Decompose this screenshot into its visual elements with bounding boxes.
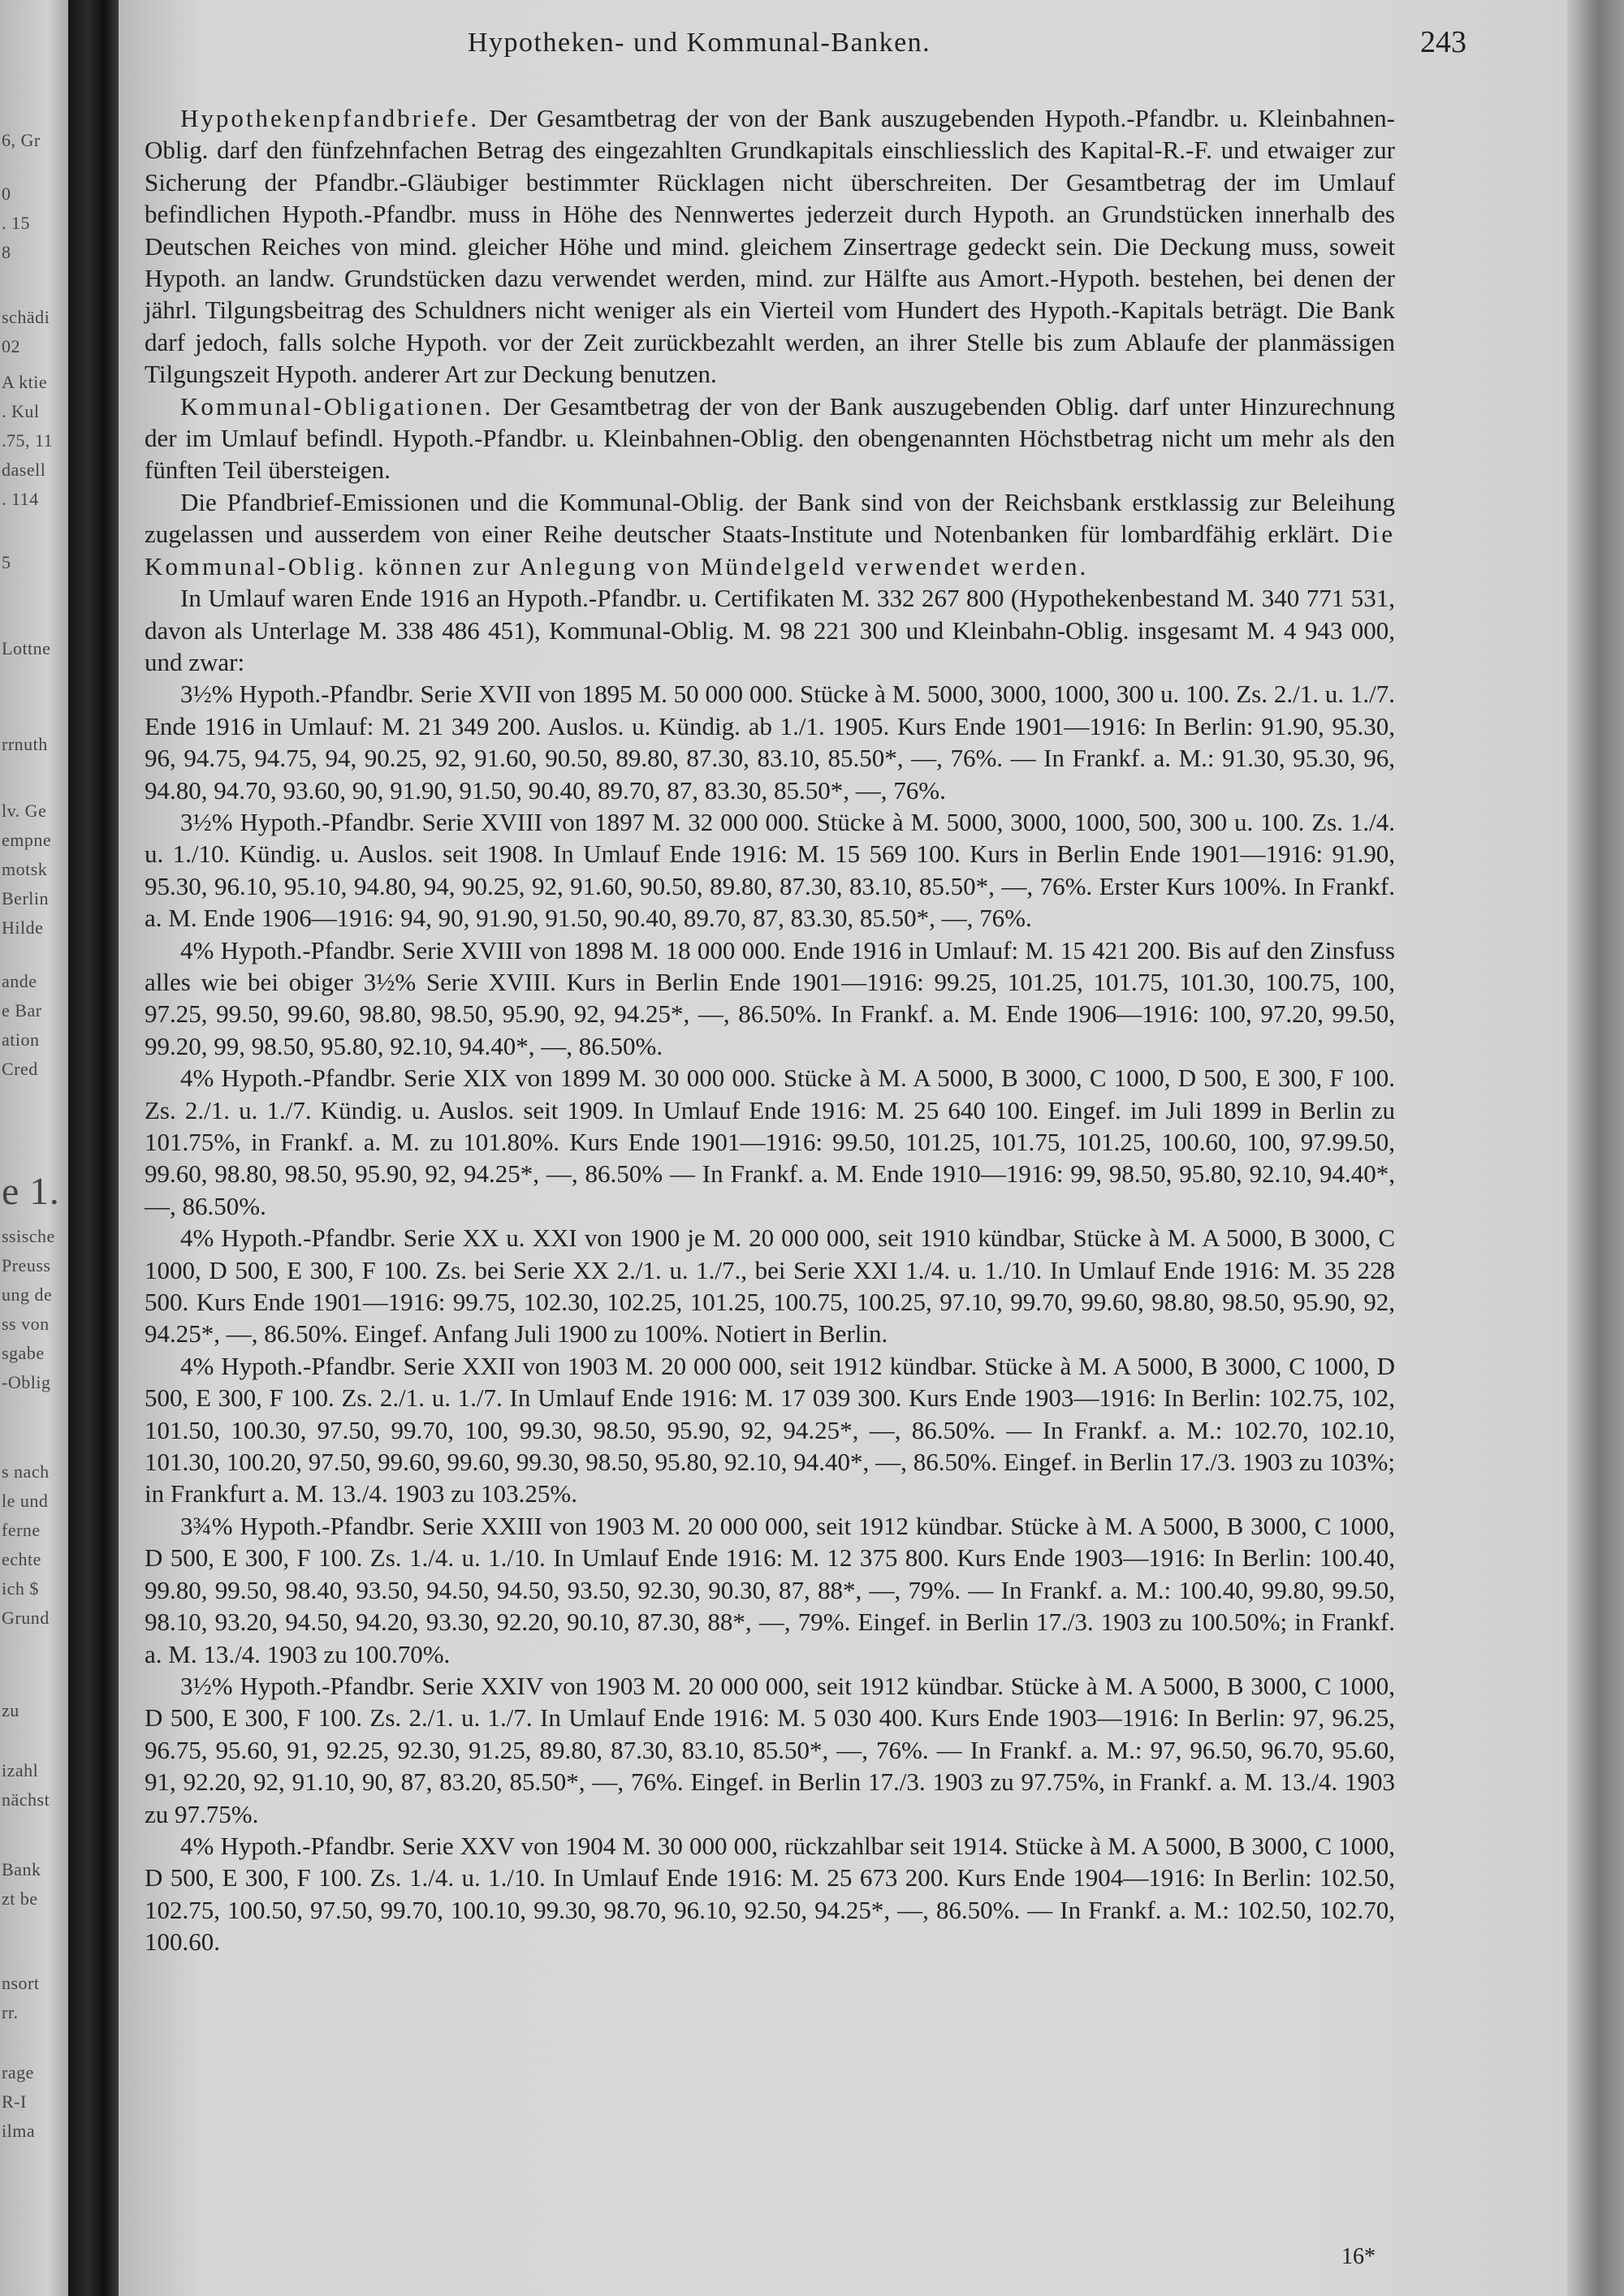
margin-fragment: Berlin — [2, 888, 49, 908]
margin-fragment: nsort — [2, 1973, 40, 1993]
issue-serie-xix: 4% Hypoth.-Pfandbr. Serie XIX von 1899 M. 30 000 000. Stücke à M. A 5000, B 3000, C 1000, D 500, E 300, F 100. Zs. 2./1. u. 1./7. Kündig. u. Auslos. seit 1909. In Umlauf Ende 1916: M. 25 640 100. Eingef. im Juli 1899 in Berlin zu 101.75%, in Frankf. a. M. zu 101.80%. Kurs Ende 1901—1916: 99.50, 101.25, 101.75, 101.25, 100.60, 100, 97.99.50, 99.60, 98.80, 98.50, 95.90, 92, 94.25*, —, 86.50% — In Frankf. a. M. Ende 1910—1916: 99, 98.50, 95.80, 92.10, 94.40*, —, 86.50%. — [145, 1064, 1395, 1220]
margin-fragment: . Kul — [2, 401, 40, 421]
margin-fragment: rrnuth — [2, 734, 48, 754]
paragraph-hypothekenpfandbriefe — [145, 102, 1395, 391]
margin-fragment: .75, 11 — [2, 430, 54, 451]
margin-fragment: Cred — [2, 1059, 38, 1079]
margin-fragment: rr. — [2, 2002, 19, 2022]
margin-fragment: 6, Gr — [2, 130, 41, 150]
issue-serie-xxiv: 3½% Hypoth.-Pfandbr. Serie XXIV von 1903 M. 20 000 000, seit 1912 kündbar. Stücke à M. A 5000, B 3000, C 1000, D 500, E 300, F 100. Zs. 2./1. u. 1./7. In Umlauf Ende 1916: M. 5 030 400. Kurs Ende 1903—1916: In Berlin: 97, 96.25, 96.75, 95.60, 91, 92.25, 92.30, 91.25, 89.80, 87.30, 83.10, 85.50*, —, 76%. — In Frankf. a. M.: 97, 96.50, 96.70, 95.60, 91, 92.20, 92, 91.10, 90, 87, 83.20, 85.50*, —, 76%. Eingef. in Berlin 17./3. 1903 zu 97.75%, in Frankf. a. M. 13./4. 1903 zu 97.75%. — [145, 1671, 1395, 1828]
margin-fragment: nächst — [2, 1789, 50, 1810]
margin-fragment: e 1. — [2, 1170, 60, 1213]
issue-serie-xxiii: 3¾% Hypoth.-Pfandbr. Serie XXIII von 1903 M. 20 000 000, seit 1912 kündbar. Stücke à M. A 5000, B 3000, C 1000, D 500, E 300, F 100. Zs. 1./4. u. 1./10. In Umlauf Ende 1916: M. 12 375 800. Kurs Ende 1903—1916: In Berlin: 100.40, 99.80, 99.50, 98.40, 93.50, 94.50, 94.50, 93.50, 92.30, 90.30, 87, 88*, —, 79%. — In Frankf. a. M.: 100.40, 99.80, 99.50, 98.10, 93.20, 94.50, 94.20, 93.30, 92.20, 90.10, 87.30, 88*, —, 79%. Eingef. in Berlin 17./3. 1903 zu 100.50%; in Frankf. a. M. 13./4. 1903 zu 100.70%. — [145, 1511, 1395, 1668]
margin-fragment: rage — [2, 2062, 34, 2082]
book-spine-shadow — [68, 0, 119, 2296]
margin-fragment: 02 — [2, 336, 20, 356]
margin-fragment: ss von — [2, 1314, 50, 1334]
margin-fragment: e Bar — [2, 1000, 42, 1021]
margin-fragment: Hilde — [2, 917, 44, 938]
margin-fragment: le und — [2, 1491, 49, 1511]
issue-serie-xx-xxi: 4% Hypoth.-Pfandbr. Serie XX u. XXI von 1900 je M. 20 000 000, seit 1910 kündbar, Stücke à M. A 5000, B 3000, C 1000, D 500, E 300, F 100. Zs. bei Serie XX 2./1. u. 1./7., bei Serie XXI 1./4. u. 1./10. In Umlauf Ende 1916: M. 35 228 500. Kurs Ende 1901—1916: 99.75, 102.30, 102.25, 101.25, 100.75, 100.25, 97.10, 99.70, 99.60, 98.80, 98.50, 95.90, 92, 94.25*, —, 86.50%. Eingef. Anfang Juli 1900 zu 100%. Notiert in Berlin. — [145, 1224, 1395, 1349]
margin-fragment: Grund — [2, 1608, 50, 1628]
issue-serie-xxii: 4% Hypoth.-Pfandbr. Serie XXII von 1903 M. 20 000 000, seit 1912 kündbar. Stücke à M. A 5000, B 3000, C 1000, D 500, E 300, F 100. Zs. 2./1. u. 1./7. In Umlauf Ende 1916: M. 17 039 300. Kurs Ende 1903—1916: In Berlin: 102.75, 102, 101.50, 100.30, 97.50, 99.70, 100, 99.30, 98.50, 95.90, 92, 94.25*, —, 86.50%. — In Frankf. a. M.: 102.70, 102.10, 101.30, 100.20, 97.50, 99.60, 99.60, 99.30, 98.50, 95.80, 92.10, 94.40*, —, 86.50%. Eingef. in Berlin 17./3. 1903 zu 103%; in Frankfurt a. M. 13./4. 1903 zu 103.25%. — [145, 1351, 1395, 1508]
margin-fragment: 5 — [2, 552, 11, 572]
margin-fragment: izahl — [2, 1760, 39, 1780]
margin-fragment: 8 — [2, 242, 11, 262]
running-title: Hypotheken- und Kommunal-Banken. — [468, 28, 931, 58]
margin-fragment: ferne — [2, 1520, 41, 1540]
margin-fragment: -Oblig — [2, 1372, 51, 1392]
paragraph-text: Der Gesamtbetrag der von der Bank auszugebenden Oblig. darf unter Hinzurechnung der im Umlauf befindl. Hypoth.-Pfandbr. u. Kleinbahnen-Oblig. den obengenannten Höchstbetrag nicht um mehr als den fünften Teil übersteigen. — [145, 391, 1395, 485]
paragraph-text: In Umlauf waren Ende 1916 an Hypoth.-Pfandbr. u. Certifikaten M. 332 267 800 (Hypothekenbestand M. 340 771 531, davon als Unterlage M. 338 486 451), Kommunal-Oblig. M. 98 221 300 und Kleinbahn-Oblig. insgesamt M. 4 943 000, und zwar: — [145, 584, 1395, 676]
issue-serie-xvii: 3½% Hypoth.-Pfandbr. Serie XVII von 1895 M. 50 000 000. Stücke à M. 5000, 3000, 1000, 300 u. 100. Zs. 2./1. u. 1./7. Ende 1916 in Umlauf: M. 21 349 200. Auslos. u. Kündig. ab 1./1. 1905. Kurs Ende 1901—1916: In Berlin: 91.90, 95.30, 96, 94.75, 94.75, 94, 90.25, 92, 91.60, 90.50, 89.80, 87.30, 83.10, 85.50*, —, 76%. — In Frankf. a. M.: 91.30, 95.30, 96, 94.80, 94.70, 93.60, 90, 91.90, 91.50, 90.40, 89.70, 87, 83.30, 85.50*, —, 76%. — [145, 680, 1395, 805]
paragraph-kommunal-obligationen — [145, 391, 1395, 486]
paragraph-text: Der Gesamtbetrag der von der Bank auszugebenden Hypoth.-Pfandbr. u. Kleinbahnen-Oblig. darf den fünfzehnfachen Betrag des eingezahlten Grundkapitals einschliesslich des Kapital-R.-F. und etwaiger zur Sicherung der Pfandbr.-Gläubiger bestimmter Rücklagen nicht überschreiten. Der Gesamtbetrag der im Umlauf befindlichen Hypoth.-Pfandbr. muss in Höhe des Nennwertes jederzeit durch Hypoth. an Grundstücken innerhalb des Deutschen Reiches von mind. gleicher Höhe und mind. gleichem Zinsertrage gedeckt sein. Die Deckung muss, soweit Hypoth. an landw. Grundstücken dazu verwendet werden, mind. zur Hälfte aus Amort.-Hypoth. bestehen, bei denen der jährl. Tilgungsbeitrag des Schuldners nicht weniger als ein Vierteil vom Hundert des Hypoth.-Kapitals beträgt. Die Bank darf jedoch, falls solche Hypoth. vor der Zeit zurückbezahlt werden, an ihrer Stelle bis zum Ablaufe der planmässigen Tilgungszeit Hypoth. anderer Art zur Deckung benutzen. — [145, 104, 1395, 389]
margin-fragment: empne — [2, 830, 52, 850]
previous-page-edge — [0, 0, 78, 2296]
page-header — [119, 24, 1567, 65]
margin-fragment: ich $ — [2, 1578, 39, 1599]
document-page — [119, 0, 1567, 2296]
page-body — [145, 102, 1395, 1958]
margin-fragment: ung de — [2, 1284, 53, 1305]
paragraph-umlauf — [145, 582, 1395, 678]
page-number: 243 — [1420, 25, 1466, 59]
margin-fragment: A ktie — [2, 372, 48, 392]
margin-fragment: Lottne — [2, 638, 51, 658]
section-heading: Kommunal-Obligationen. — [180, 391, 494, 421]
margin-fragment: zt be — [2, 1888, 38, 1909]
margin-fragment: Preuss — [2, 1255, 51, 1275]
margin-fragment: motsk — [2, 859, 48, 879]
margin-fragment: echte — [2, 1549, 41, 1569]
section-heading: Hypothekenpfandbriefe. — [180, 104, 480, 132]
issue-serie-xviii-3-5: 3½% Hypoth.-Pfandbr. Serie XVIII von 1897 M. 32 000 000. Stücke à M. 5000, 3000, 1000, 500, 300 u. 100. Zs. 1./4. u. 1./10. Kündig. u. Auslos. seit 1908. In Umlauf Ende 1916: M. 15 569 100. Kurs in Berlin Ende 1901—1916: 91.90, 95.30, 96.10, 95.10, 94.80, 94, 90.25, 92, 91.60, 90.50, 89.80, 87.30, 83.10, 85.50*, —, 76%. Erster Kurs 100%. In Frankf. a. M. Ende 1906—1916: 94, 90, 91.90, 91.50, 90.40, 89.70, 87, 83.30, 85.50*, —, 76%. — [145, 807, 1395, 933]
paragraph-text: Die Pfandbrief-Emissionen und die Kommunal-Oblig. der Bank sind von der Reichsbank erstklassig zur Beleihung zugelassen und ausserdem von einer Reihe deutscher Staats-Institute und Notenbanken für lombardfähig erklärt. — [145, 487, 1395, 549]
margin-fragment: lv. Ge — [2, 801, 47, 821]
issue-serie-xviii-4: 4% Hypoth.-Pfandbr. Serie XVIII von 1898 M. 18 000 000. Ende 1916 in Umlauf: M. 15 421 200. Bis auf den Zinsfuss alles wie bei obiger 3½% Serie XVIII. Kurs in Berlin Ende 1901—1916: 99.25, 101.25, 101.75, 101.30, 100.75, 100, 97.25, 99.50, 99.60, 98.80, 98.50, 95.90, 92, 94.25*, —, 86.50%. In Frankf. a. M. Ende 1906—1916: 100, 97.20, 99.50, 99.20, 99, 98.50, 95.80, 92.10, 94.40*, —, 86.50%. — [145, 935, 1395, 1060]
margin-fragment: R-I — [2, 2091, 27, 2112]
page-right-edge — [1567, 0, 1624, 2296]
margin-fragment: Bank — [2, 1859, 41, 1880]
margin-fragment: . 114 — [2, 489, 39, 509]
margin-fragment: s nach — [2, 1461, 50, 1482]
margin-fragment: ssische — [2, 1226, 55, 1246]
paragraph-spaced-text: Die Kommunal-Oblig. können zur Anlegung von Mündelgeld verwendet werden. — [145, 520, 1395, 580]
margin-fragment: schädi — [2, 307, 50, 327]
margin-fragment: ilma — [2, 2121, 36, 2141]
margin-fragment: ation — [2, 1029, 40, 1050]
margin-fragment: . 15 — [2, 213, 30, 233]
margin-fragment: ande — [2, 971, 37, 991]
margin-fragment: zu — [2, 1700, 19, 1720]
paragraph-pfandbrief-emissionen — [145, 486, 1395, 582]
margin-fragment: 0 — [2, 183, 11, 204]
issue-serie-xxv: 4% Hypoth.-Pfandbr. Serie XXV von 1904 M. 30 000 000, rückzahlbar seit 1914. Stücke à M. A 5000, B 3000, C 1000, D 500, E 300, F 100. Zs. 1./4. u. 1./10. In Umlauf Ende 1916: M. 25 673 200. Kurs Ende 1904—1916: In Berlin: 102.50, 102.75, 100.50, 97.50, 99.70, 100.10, 99.30, 98.70, 96.10, 92.50, 94.25*, —, 86.50%. — In Frankf. a. M.: 102.50, 102.70, 100.60. — [145, 1831, 1395, 1957]
margin-fragment: sgabe — [2, 1343, 45, 1363]
signature-mark: 16* — [1341, 2244, 1376, 2269]
margin-fragment: dasell — [2, 460, 46, 480]
